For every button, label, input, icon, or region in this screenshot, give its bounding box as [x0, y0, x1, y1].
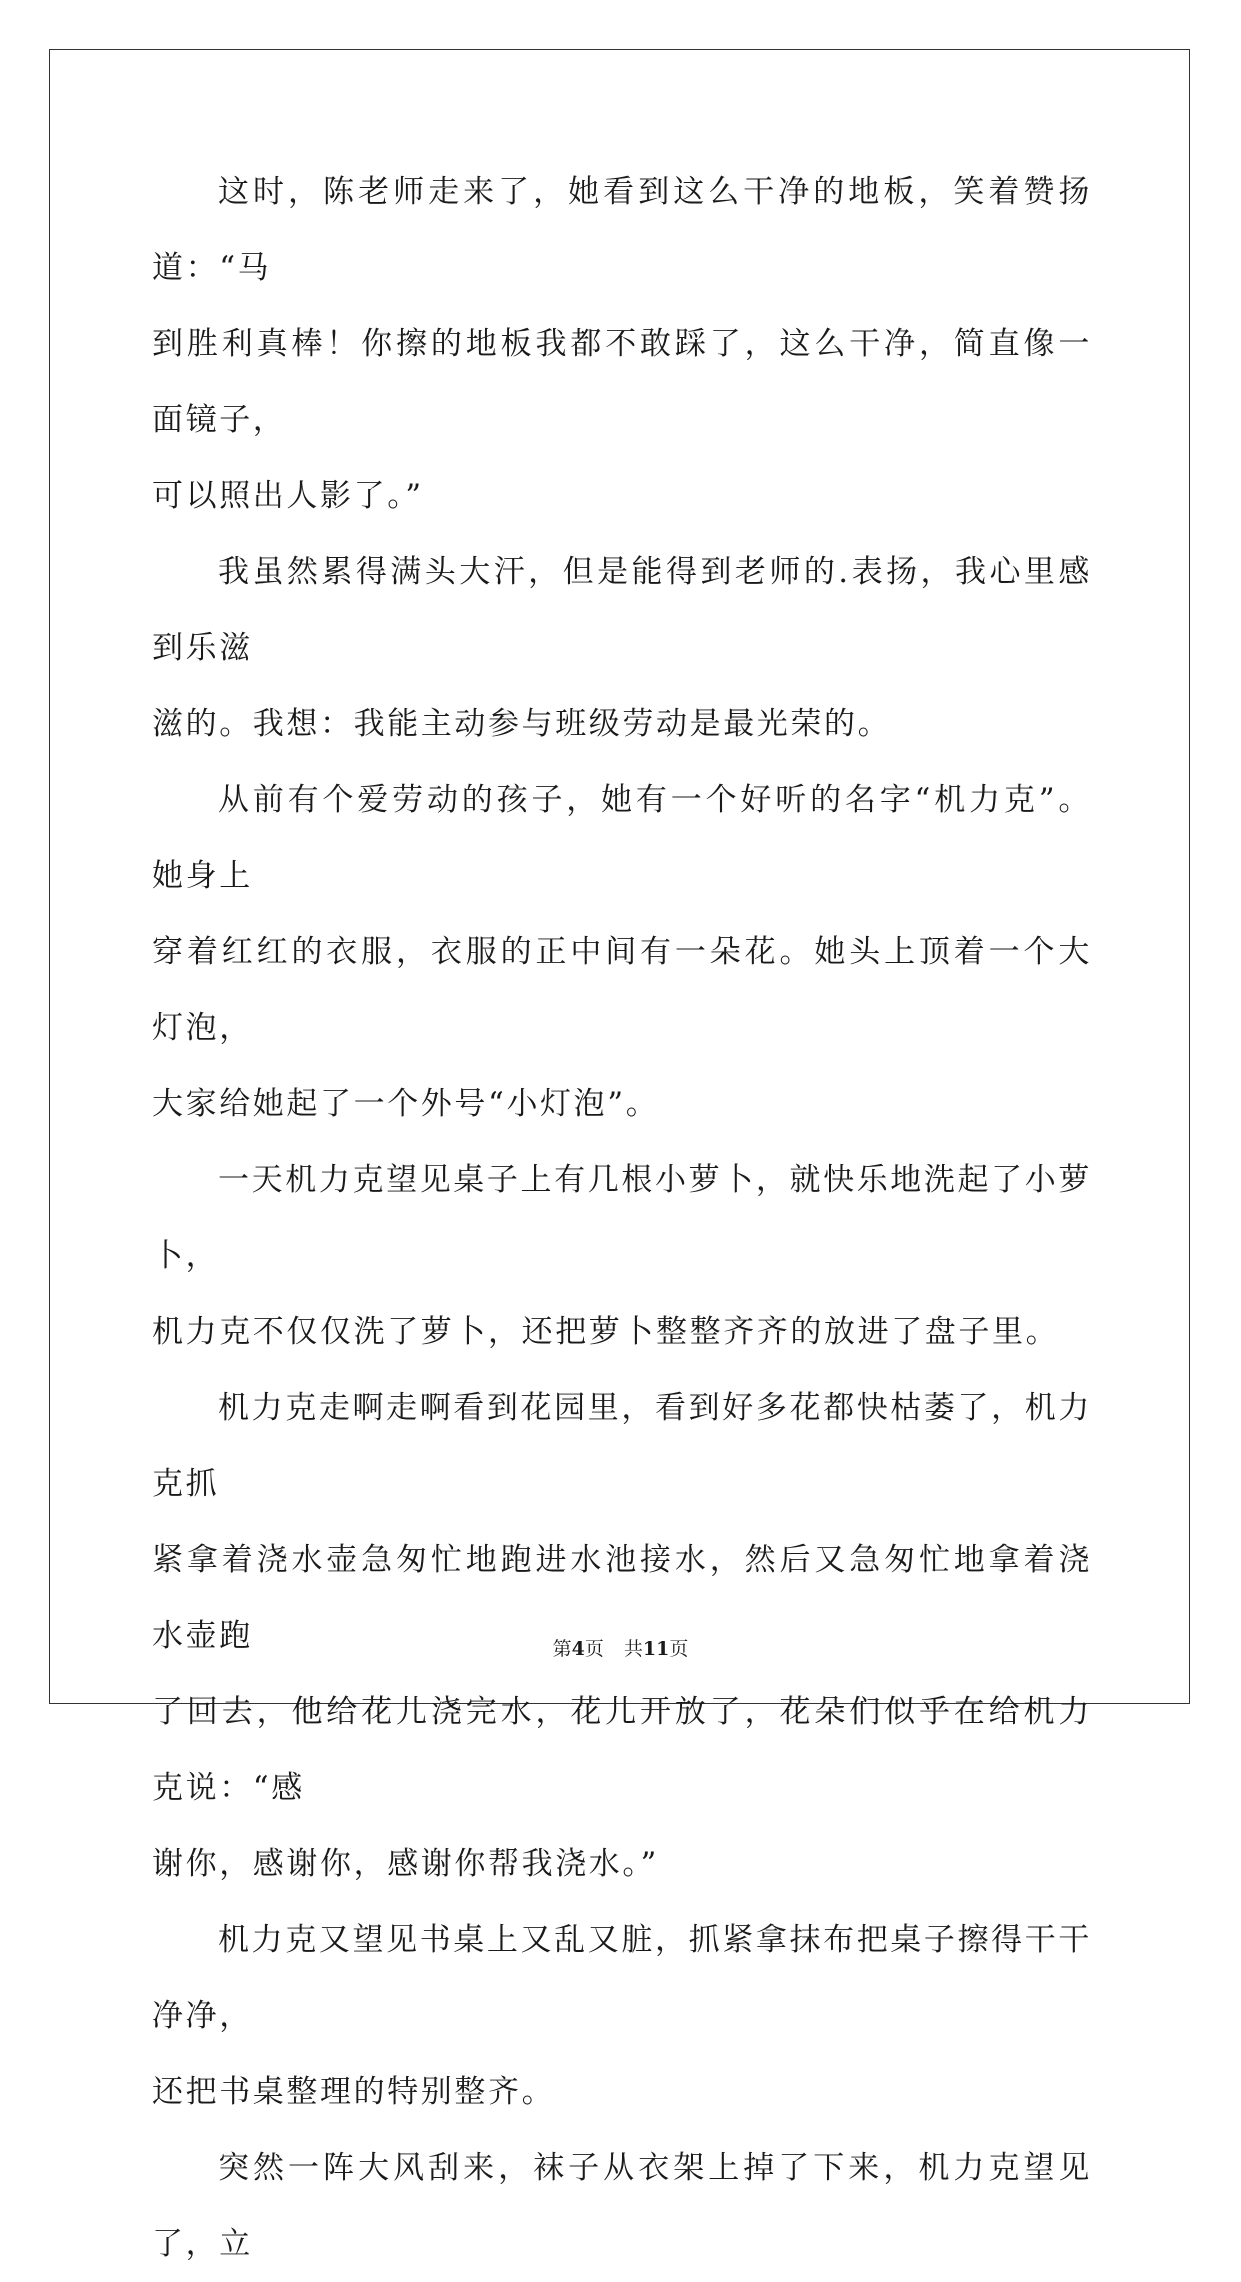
total-prefix: 共	[623, 1638, 643, 1660]
text-line: 机力克走啊走啊看到花园里，看到好多花都快枯萎了，机力克抓	[152, 1390, 1092, 1502]
total-pages: 11	[642, 1638, 670, 1660]
document-body	[152, 154, 1092, 2282]
text-line: 从前有个爱劳动的孩子，她有一个好听的名字“机力克”。她身上	[152, 782, 1092, 894]
text-line: 大家给她起了一个外号“小灯泡”。	[152, 1086, 660, 1122]
total-unit: 页	[669, 1638, 689, 1660]
paragraph	[152, 1902, 1092, 2130]
paragraph	[152, 762, 1092, 1142]
paragraph	[152, 154, 1092, 534]
page-unit: 页	[584, 1638, 604, 1660]
page-prefix: 第	[552, 1638, 572, 1660]
text-line: 了回去，他给花儿浇完水，花儿开放了，花朵们似乎在给机力克说：“感	[152, 1694, 1092, 1806]
text-line: 我虽然累得满头大汗，但是能得到老师的.表扬，我心里感到乐滋	[152, 554, 1092, 666]
text-line: 机力克又望见书桌上又乱又脏，抓紧拿抹布把桌子擦得干干净净，	[152, 1922, 1092, 2034]
text-line: 滋的。我想：我能主动参与班级劳动是最光荣的。	[152, 706, 892, 742]
text-line: 这时，陈老师走来了，她看到这么干净的地板，笑着赞扬道：“马	[152, 174, 1092, 286]
paragraph	[152, 2130, 1092, 2282]
page-number: 4	[571, 1638, 585, 1660]
text-line: 可以照出人影了。”	[152, 478, 424, 514]
paragraph	[152, 534, 1092, 762]
text-line: 还把书桌整理的特别整齐。	[152, 2074, 556, 2110]
page-footer	[0, 1634, 1241, 1661]
text-line: 机力克不仅仅洗了萝卜，还把萝卜整整齐齐的放进了盘子里。	[152, 1314, 1060, 1350]
text-line: 到胜利真棒！你擦的地板我都不敢踩了，这么干净，简直像一面镜子，	[152, 326, 1092, 438]
text-line: 一天机力克望见桌子上有几根小萝卜，就快乐地洗起了小萝卜，	[152, 1162, 1092, 1274]
text-line: 谢你，感谢你，感谢你帮我浇水。”	[152, 1846, 659, 1882]
text-line: 紧拿着浇水壶急匆忙地跑进水池接水，然后又急匆忙地拿着浇水壶跑	[152, 1542, 1092, 1654]
text-line: 穿着红红的衣服，衣服的正中间有一朵花。她头上顶着一个大灯泡，	[152, 934, 1092, 1046]
paragraph	[152, 1142, 1092, 1370]
text-line: 突然一阵大风刮来，袜子从衣架上掉了下来，机力克望见了，立	[152, 2150, 1092, 2262]
